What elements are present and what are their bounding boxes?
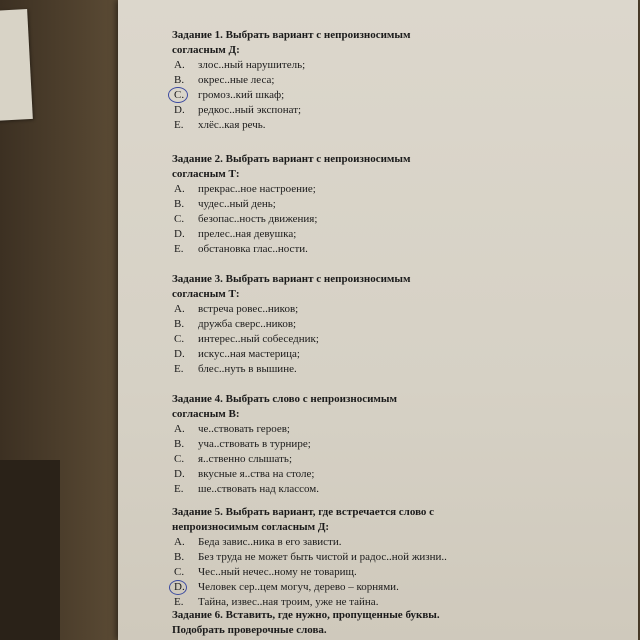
circle-mark <box>168 87 188 103</box>
option: C. интерес..ный собеседник; <box>174 333 319 345</box>
task-title: Задание 3. Выбрать вариант с непроизносимым <box>172 273 411 285</box>
option: E. ше..ствовать над классом. <box>174 483 319 495</box>
option: B. Без труда не может быть чистой и радос..ной жизни.. <box>174 551 447 563</box>
option: D. Человек сер..цем могуч, дерево – корнями. <box>172 580 512 595</box>
task-4 <box>172 392 502 497</box>
option: E. Тайна, извес..ная троим, уже не тайна. <box>174 596 379 608</box>
task-title: Задание 2. Выбрать вариант с непроизносимым <box>172 153 411 165</box>
task-1 <box>172 28 502 133</box>
option: A. прекрас..ное настроение; <box>174 183 316 195</box>
circle-mark <box>169 580 187 595</box>
task-2 <box>172 152 502 257</box>
option: A. Беда завис..ника в его зависти. <box>174 536 342 548</box>
option: A. встреча ровес..ников; <box>174 303 299 315</box>
option: A. злос..ный нарушитель; <box>174 59 306 71</box>
worksheet-paper <box>118 0 638 640</box>
option: B. уча..ствовать в турнире; <box>174 438 311 450</box>
task-title: Задание 6. Вставить, где нужно, пропущенные буквы. <box>172 609 440 621</box>
option: C. громоз..кий шкаф; <box>172 88 502 103</box>
option: B. дружба сверс..ников; <box>174 318 297 330</box>
task-6 <box>172 608 512 638</box>
task-subtitle: согласным Д: <box>172 44 240 56</box>
task-5 <box>172 505 512 610</box>
option: D. искус..ная мастерица; <box>174 348 300 360</box>
dark-object <box>0 460 60 640</box>
task-subtitle: согласным Т: <box>172 288 240 300</box>
task-title: Задание 5. Выбрать вариант, где встречается слово с <box>172 506 435 518</box>
option: E. блес..нуть в вышине. <box>174 363 297 375</box>
option: C. я..ственно слышать; <box>174 453 292 465</box>
task-title: Задание 4. Выбрать слово с непроизносимым <box>172 393 398 405</box>
option: B. окрес..ные леса; <box>174 74 275 86</box>
option: C. безопас..ность движения; <box>174 213 318 225</box>
option: E. хлёс..кая речь. <box>174 119 266 131</box>
option: D. прелес..ная девушка; <box>174 228 297 240</box>
task-subtitle: согласным Т: <box>172 168 240 180</box>
option: A. че..ствовать героев; <box>174 423 290 435</box>
option: E. обстановка глас..ности. <box>174 243 308 255</box>
task-subtitle: непроизносимым согласным Д: <box>172 521 330 533</box>
option: D. вкусные я..ства на столе; <box>174 468 315 480</box>
option: D. редкос..ный экспонат; <box>174 104 302 116</box>
task-subtitle: согласным В: <box>172 408 240 420</box>
side-paper <box>0 9 33 121</box>
task-3 <box>172 272 502 377</box>
task-title: Задание 1. Выбрать вариант с непроизносимым <box>172 29 411 41</box>
option: C. Чес..ный нечес..ному не товарищ. <box>174 566 357 578</box>
option: B. чудес..ный день; <box>174 198 276 210</box>
task-subtitle: Подобрать проверочные слова. <box>172 624 327 636</box>
